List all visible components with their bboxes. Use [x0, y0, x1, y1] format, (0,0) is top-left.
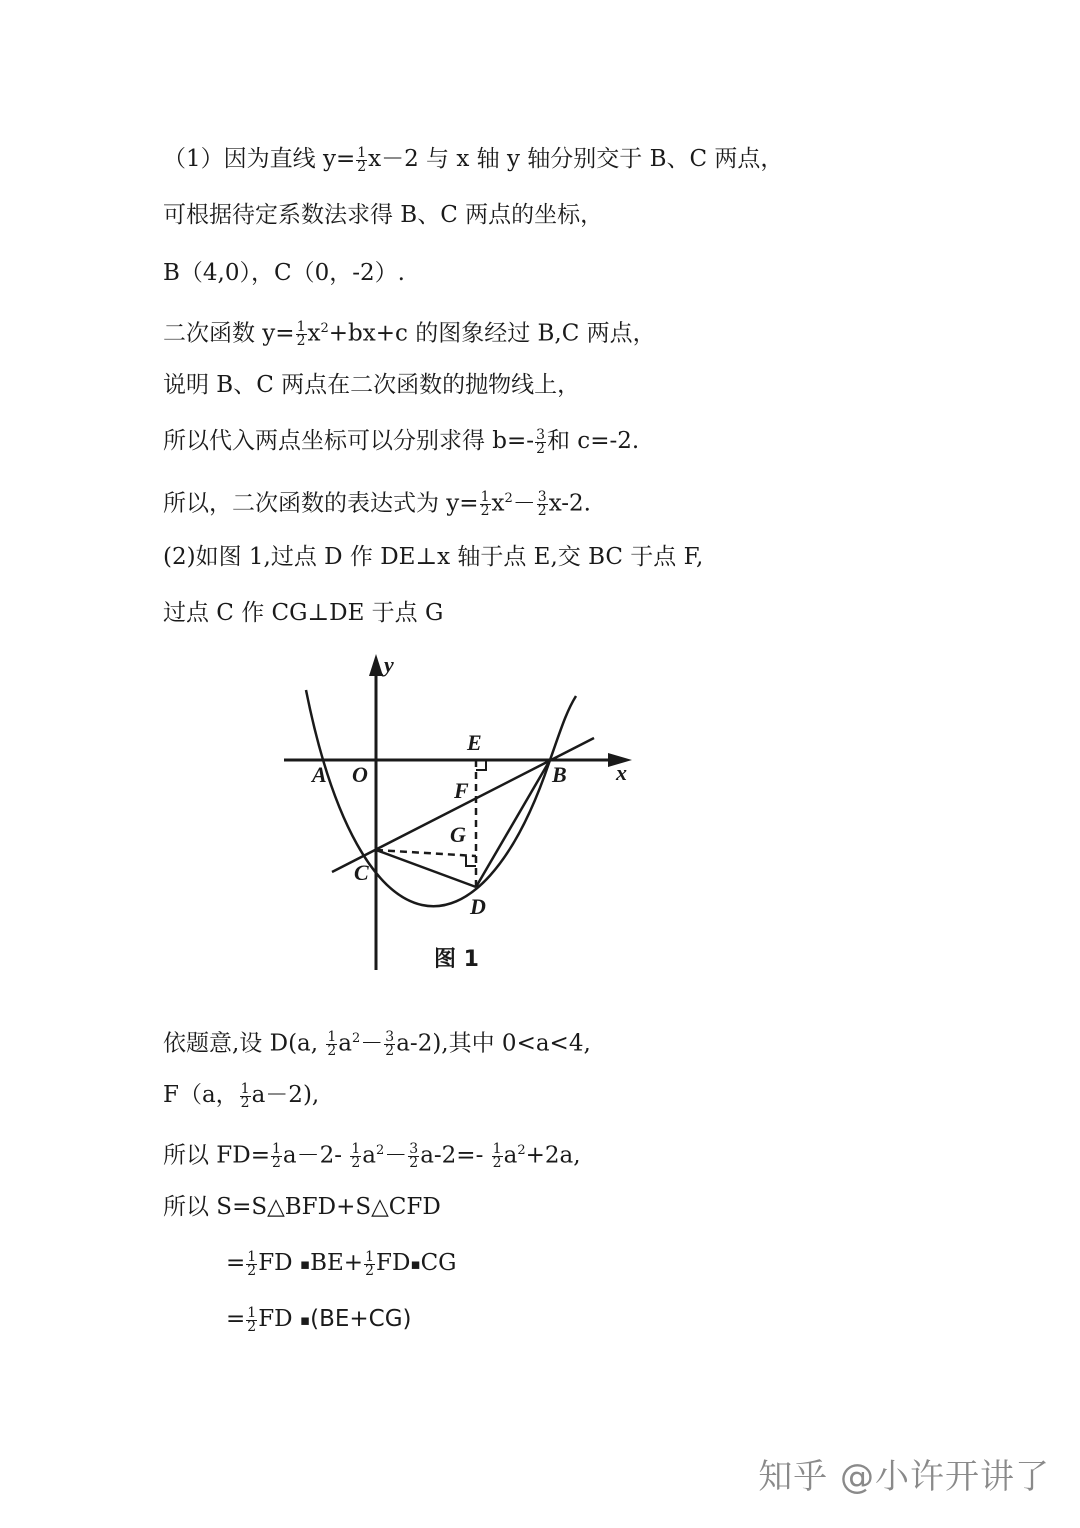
fraction-half: $\frac{1}{2}$: [365, 1248, 374, 1279]
text-line-8: (2)如图 1,过点 D 作 DE⊥x 轴于点 E,交 BC 于点 F,: [163, 544, 704, 570]
fraction-three-half: $\frac{3}{2}$: [409, 1141, 419, 1172]
label-b: B: [552, 762, 567, 787]
text-line-2: 可根据待定系数法求得 B、C 两点的坐标，: [163, 202, 604, 228]
label-f: F: [454, 778, 469, 803]
text-line-12: 所以 FD= $\frac{1}{2}$ a－2- $\frac{1}{2}$ $a^2-$ $\frac{3}{2}$ a-2=- $\frac{1}{2}$ $a^2+2a$,: [163, 1141, 581, 1172]
label-x: x: [616, 760, 627, 785]
fraction-three-half: $\frac{3}{2}$: [536, 426, 545, 457]
label-d: D: [470, 894, 486, 919]
right-angle-g: [466, 856, 476, 866]
label-y: y: [384, 652, 394, 677]
text-line-9: 过点 C 作 CG⊥DE 于点 G: [163, 600, 444, 626]
label-o: O: [352, 762, 368, 787]
text-line-11: F（a， $\frac{1}{2}$ a－2),: [163, 1080, 320, 1111]
text-line-3: B（4,0），C（0，-2）.: [163, 260, 405, 286]
fraction-half: $\frac{1}{2}$: [296, 319, 306, 350]
text-line-6: 所以代入两点坐标可以分别求得 b=- $\frac{3}{2}$ 和 c=-2.: [163, 426, 640, 457]
label-a: A: [312, 762, 327, 787]
text-line-14: = $\frac{1}{2}$ FD ▪BE+ $\frac{1}{2}$ FD▪CG: [226, 1248, 457, 1279]
text-line-4: 二次函数 y= $\frac{1}{2}$ $x^2+bx+c$ 的图象经过 B,C 两点，: [163, 319, 656, 350]
figure-1: [260, 640, 740, 1000]
fraction-half: $\frac{1}{2}$: [240, 1080, 250, 1111]
fraction-half: $\frac{1}{2}$: [480, 489, 490, 520]
text-line-7: 所以，二次函数的表达式为 y= $\frac{1}{2}$ $x^2-$ $\frac{3}{2}$ x-2.: [163, 489, 591, 520]
label-c: C: [354, 860, 369, 885]
fraction-three-half: $\frac{3}{2}$: [537, 489, 547, 520]
fraction-half: $\frac{1}{2}$: [351, 1141, 361, 1172]
fraction-half: $\frac{1}{2}$: [247, 1248, 257, 1279]
text-line-10: 依题意,设 D(a, $\frac{1}{2}$ $a^2-$ $\frac{3}{2}$ a-2),其中 0<a<4,: [163, 1029, 591, 1060]
text-line-5: 说明 B、C 两点在二次函数的抛物线上，: [163, 372, 581, 398]
fraction-half: $\frac{1}{2}$: [247, 1304, 257, 1335]
label-g: G: [450, 822, 466, 847]
y-axis-arrow: [369, 654, 383, 676]
line-bc: [332, 738, 594, 872]
text-line-15: = $\frac{1}{2}$ FD ▪(BE+CG): [226, 1304, 412, 1335]
label-e: E: [467, 730, 482, 755]
figure-caption: 图 1: [434, 947, 479, 972]
fraction-three-half: $\frac{3}{2}$: [385, 1029, 395, 1060]
fraction-half: $\frac{1}{2}$: [327, 1029, 337, 1060]
text-line-1: （1）因为直线 y= $\frac{1}{2}$ x－2 与 x 轴 y 轴分别交于 B、C 两点，: [163, 144, 784, 175]
fraction-half: $\frac{1}{2}$: [357, 144, 367, 175]
text-line-13: 所以 S=S△BFD+S△CFD: [163, 1194, 441, 1220]
fraction-half: $\frac{1}{2}$: [271, 1141, 281, 1172]
fraction-half: $\frac{1}{2}$: [492, 1141, 502, 1172]
watermark: 知乎 @小许开讲了: [758, 1457, 1050, 1497]
